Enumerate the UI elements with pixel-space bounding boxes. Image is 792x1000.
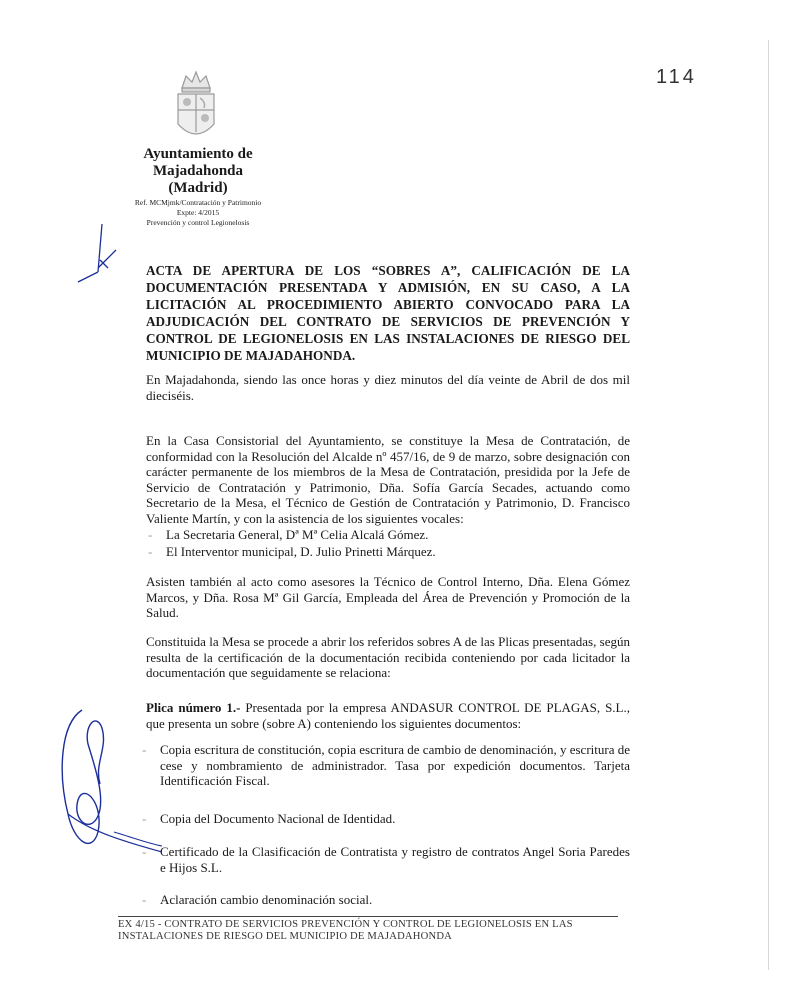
- list-item: - Copia escritura de constitución, copia escritura de cambio de denominación, y escritura de cese y nombramiento de administrador. Tasa por expedición documentos. Tarjeta Identificación Fiscal.: [146, 742, 630, 789]
- organization-name: [118, 146, 278, 197]
- paragraph-plica-1: [146, 700, 630, 731]
- organization-line-3: (Madrid): [168, 180, 228, 196]
- reference-line-2: Expte: 4/2015: [176, 208, 220, 217]
- handwritten-signature: [54, 704, 164, 864]
- documents-list: [146, 742, 630, 908]
- reference-line-3: Prevención y control Legionelosis: [146, 218, 250, 227]
- organization-line-2: Majadahonda: [152, 163, 244, 179]
- list-item: - La Secretaria General, Dª Mª Celia Alcalá Gómez.: [146, 526, 630, 543]
- plica-description: Presentada por la empresa ANDASUR CONTROL DE PLAGAS, S.L., que presenta un sobre (sobre A) conteniendo los siguientes documentos:: [146, 700, 630, 731]
- list-item: - Copia del Documento Nacional de Identidad.: [146, 811, 630, 827]
- page-number: 114: [656, 66, 697, 88]
- document-title: ACTA DE APERTURA DE LOS “SOBRES A”, CALIFICACIÓN DE LA DOCUMENTACIÓN PRESENTADA Y ADMISIÓN, EN SU CASO, A LA LICITACIÓN AL PROCEDIMIENTO ABIERTO CONVOCADO PARA LA ADJUDICACIÓN DEL CONTRATO DE SERVICIOS DE PREVENCIÓN Y CONTROL DE LEGIONELOSIS EN LAS INSTALACIONES DE RIESGO DEL MUNICIPIO DE MAJADAHONDA.: [146, 263, 630, 363]
- list-item: - El Interventor municipal, D. Julio Prinetti Márquez.: [146, 543, 630, 560]
- coat-of-arms-icon: [168, 66, 224, 146]
- paragraph-date: En Majadahonda, siendo las once horas y diez minutos del día veinte de Abril de dos mil dieciséis.: [146, 372, 630, 403]
- paragraph-constitution: En la Casa Consistorial del Ayuntamiento, se constituye la Mesa de Contratación, de conformidad con la Resolución del Alcalde nº 457/16, de 9 de marzo, sobre designación con carácter permanente de los miembros de la Mesa de Contratación, presidida por la Jefe de Servicio de Contratación y Patrimonio, Dña. Sofía García Secades, actuando como Secretario de la Mesa, el Técnico de Gestión de Contratación y Patrimonio, D. Francisco Valiente Martín, y con la asistencia de los siguientes vocales:: [146, 433, 630, 526]
- page-edge-line: [768, 40, 769, 970]
- organization-line-1: Ayuntamiento de: [143, 146, 253, 162]
- paragraph-opening: Constituida la Mesa se procede a abrir los referidos sobres A de las Plicas presentadas, según resulta de la certificación de la documentación recibida conteniendo por cada licitador la documentación que seguidamente se relaciona:: [146, 634, 630, 680]
- list-item: - Aclaración cambio denominación social.: [146, 892, 630, 908]
- margin-initial-mark: [72, 220, 122, 284]
- plica-label: Plica número 1.-: [146, 700, 241, 715]
- reference-block: [108, 198, 288, 228]
- list-item: - Certificado de la Clasificación de Contratista y registro de contratos Angel Soria Paredes e Hijos S.L.: [146, 844, 630, 875]
- vocales-list: [146, 526, 630, 560]
- footer-rule: [118, 916, 618, 917]
- paragraph-advisors: Asisten también al acto como asesores la Técnico de Control Interno, Dña. Elena Gómez Marcos, y Dña. Rosa Mª Gil García, Empleada del Área de Prevención y Promoción de la Salud.: [146, 574, 630, 620]
- page-footer: EX 4/15 - CONTRATO DE SERVICIOS PREVENCIÓN Y CONTROL DE LEGIONELOSIS EN LAS INSTALACIONES DE RIESGO DEL MUNICIPIO DE MAJADAHONDA: [118, 919, 573, 942]
- reference-line-1: Ref. MCMjmk/Contratación y Patrimonio: [134, 198, 262, 207]
